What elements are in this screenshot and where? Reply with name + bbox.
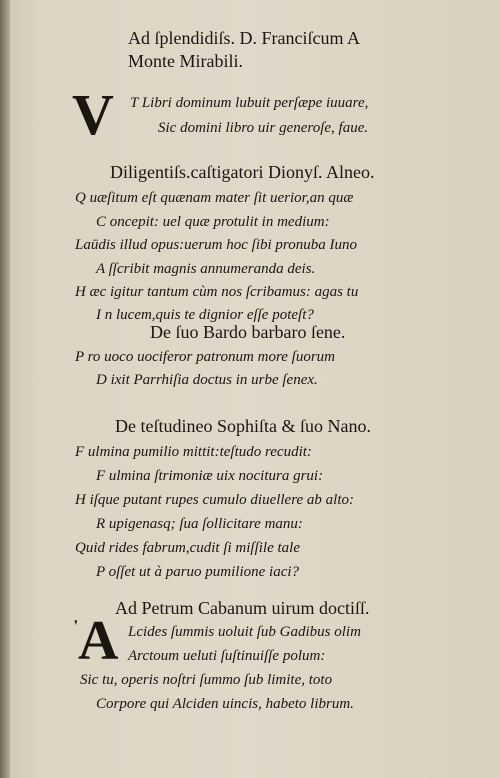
poem4-line-6: P oſſet ut à paruo pumilione iaci? (96, 564, 300, 580)
poem1-line-1: T Libri dominum lubuit perſæpe iuuare, (130, 95, 369, 111)
poem5-line-1: Lcides ſummis uoluit ſub Gadibus olim (128, 624, 361, 640)
poem4-line-5: Quid rides fabrum,cudit ſi miſſile tale (75, 540, 300, 556)
poem3-line-2: D ixit Parrhiſia doctus in urbe ſenex. (96, 372, 318, 388)
marginal-mark: ❜ (74, 618, 78, 632)
drop-cap-a: A (78, 610, 119, 672)
drop-cap-v: V (72, 82, 114, 147)
poem5-line-2: Arctoum ueluti ſuſtinuiſſe polum: (128, 648, 326, 664)
poem2-heading: Diligentiſs.caſtigatori Dionyſ. Alneo. (110, 162, 375, 182)
poem4-heading: De teſtudineo Sophiſta & ſuo Nano. (115, 416, 371, 436)
poem2-line-1: Q uæſitum eſt quænam mater ſit uerior,an quæ (75, 190, 354, 206)
poem1-line-2: Sic domini libro uir generoſe, faue. (158, 120, 369, 136)
poem4-line-3: H iſque putant rupes cumulo diuellere ab alto: (75, 492, 354, 508)
dedication-title-line-1: Ad ſplendidiſs. D. Franciſcum A (128, 28, 360, 48)
poem5-heading: Ad Petrum Cabanum uirum doctiſſ. (115, 598, 370, 618)
poem4-line-2: F ulmina ſtrimoniæ uix nocitura grui: (96, 468, 324, 484)
poem2-line-5: H æc igitur tantum cùm nos ſcribamus: agas tu (75, 284, 359, 300)
poem3-line-1: P ro uoco uociferor patronum more ſuorum (75, 349, 335, 365)
poem4-line-4: R upigenasq; ſua ſollicitare manu: (96, 516, 303, 532)
poem2-line-2: C oncepit: uel quæ protulit in medium: (96, 214, 330, 230)
poem5-line-3: Sic tu, operis noſtri ſummo ſub limite, toto (80, 672, 333, 688)
dedication-title-line-2: Monte Mirabili. (128, 51, 243, 71)
page-gutter-shadow (0, 0, 10, 778)
poem3-heading: De ſuo Bardo barbaro ſene. (150, 322, 346, 342)
poem2-line-3: Laūdis illud opus:uerum hoc ſibi pronuba Iuno (75, 237, 357, 253)
poem4-line-1: F ulmina pumilio mittit:teſtudo recudit: (75, 444, 312, 460)
poem5-line-4: Corpore qui Alciden uincis, habeto librum. (96, 696, 354, 712)
poem2-line-6: I n lucem,quis te dignior eſſe poteſt? (96, 307, 314, 323)
poem2-line-4: A ſſcribit magnis annumeranda deis. (96, 261, 316, 277)
